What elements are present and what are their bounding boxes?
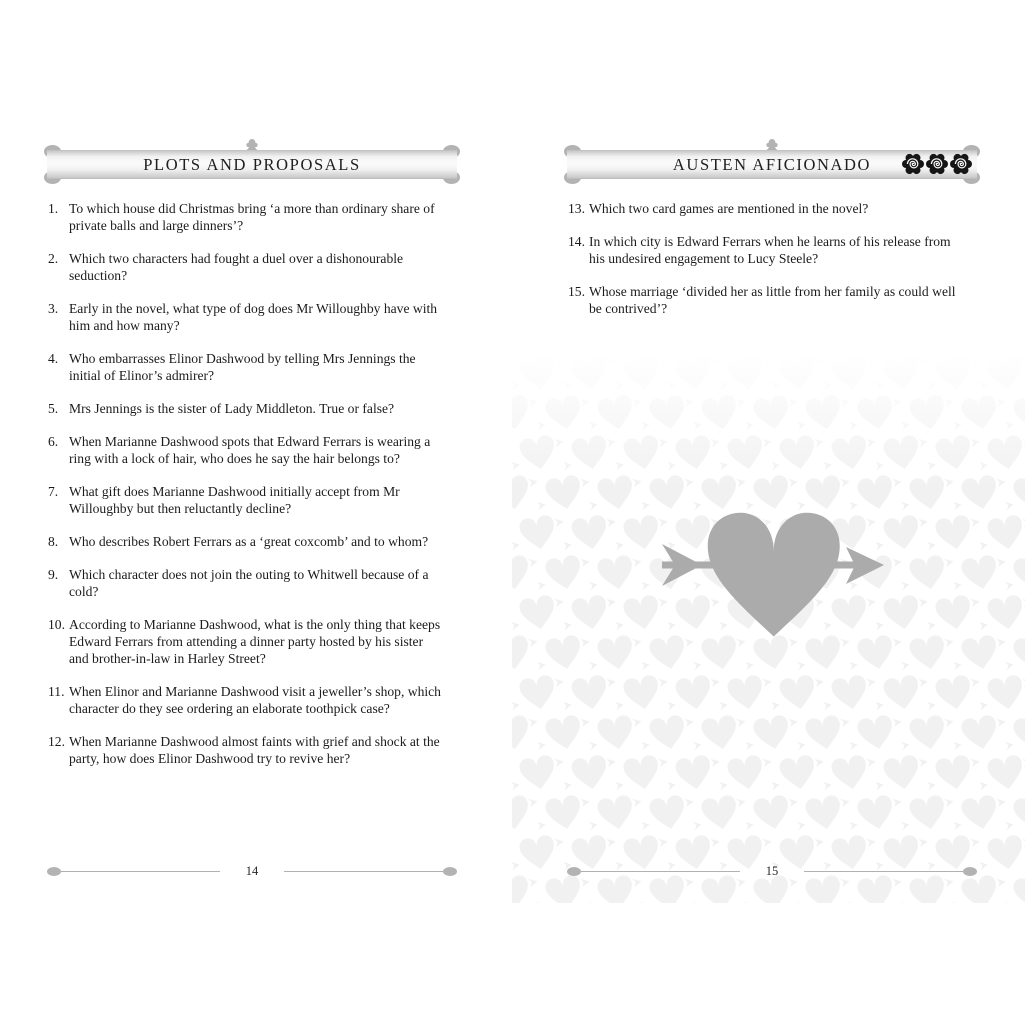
footer-rule [61,871,220,872]
question-item [568,283,968,317]
question-text: Which character does not join the outing to Whitwell because of a cold? [69,567,429,599]
left-question-list [48,200,446,783]
question-number: 11. [48,684,65,699]
right-question-list [568,200,968,333]
question-text: In which city is Edward Ferrars when he learns of his release from his undesired engagement to Lucy Steele? [589,234,951,266]
footer-rule [284,871,443,872]
question-number: 15. [568,284,585,299]
question-item [48,483,446,517]
question-number: 3. [48,301,59,316]
difficulty-roses [902,153,972,175]
rose-icon [926,153,948,175]
question-item [568,233,968,267]
question-text: Who describes Robert Ferrars as a ‘great coxcomb’ and to whom? [69,534,429,549]
question-number: 9. [48,567,59,582]
question-item [48,300,446,334]
question-item [48,566,446,600]
question-number: 5. [48,401,59,416]
question-text: Mrs Jennings is the sister of Lady Middleton. True or false? [69,401,395,416]
question-text: Early in the novel, what type of dog does Mr Willoughby have with him and how many? [69,301,438,333]
question-text: According to Marianne Dashwood, what is the only thing that keeps Edward Ferrars from attending a dinner party hosted by his sister and brother-in-law in Harley Street? [69,617,441,666]
question-number: 1. [48,201,59,216]
page-number: 14 [245,864,259,878]
question-number: 6. [48,434,59,449]
question-number: 2. [48,251,59,266]
footer-dot-icon [963,867,977,876]
right-page-header-banner [567,150,977,179]
question-number: 7. [48,484,59,499]
question-text: What gift does Marianne Dashwood initially accept from Mr Willoughby but then reluctantly decline? [69,484,400,516]
pattern-fade-overlay [512,353,1025,488]
question-number: 12. [48,734,65,749]
question-number: 4. [48,351,59,366]
question-number: 8. [48,534,59,549]
page-number: 15 [765,864,779,878]
question-item [48,533,446,550]
footer-rule [581,871,740,872]
left-page-header-banner [47,150,457,179]
question-text: When Elinor and Marianne Dashwood visit a jeweller’s shop, which character do they see ordering an elaborate toothpick case? [69,684,441,716]
question-item [48,616,446,667]
question-number: 10. [48,617,65,632]
left-page-title: PLOTS AND PROPOSALS [143,154,361,174]
right-page-title: AUSTEN AFICIONADO [672,154,872,174]
question-text: To which house did Christmas bring ‘a more than ordinary share of private balls and large dinners’? [69,201,435,233]
right-page [512,0,1025,1025]
question-text: Who embarrasses Elinor Dashwood by telling Mrs Jennings the initial of Elinor’s admirer? [69,351,416,383]
footer-dot-icon [47,867,61,876]
question-number: 14. [568,234,585,249]
left-page-footer [47,864,457,878]
heart-with-arrow-icon [640,488,904,648]
question-item [48,733,446,767]
question-number: 13. [568,201,585,216]
rose-icon [950,153,972,175]
question-text: Whose marriage ‘divided her as little from her family as could well be contrived’? [589,284,956,316]
question-item [48,200,446,234]
question-item [48,433,446,467]
question-item [48,350,446,384]
right-page-footer [567,864,977,878]
footer-rule [804,871,963,872]
question-item [568,200,968,217]
question-text: When Marianne Dashwood spots that Edward Ferrars is wearing a ring with a lock of hair, who does he say the hair belongs to? [69,434,431,466]
question-item [48,250,446,284]
question-item [48,683,446,717]
question-text: Which two characters had fought a duel over a dishonourable seduction? [69,251,404,283]
rose-icon [902,153,924,175]
banner-bar [47,150,457,179]
question-item [48,400,446,417]
footer-dot-icon [567,867,581,876]
footer-dot-icon [443,867,457,876]
question-text: When Marianne Dashwood almost faints with grief and shock at the party, how does Elinor Dashwood try to revive her? [69,734,440,766]
question-text: Which two card games are mentioned in the novel? [589,201,869,216]
left-page [0,0,512,1025]
